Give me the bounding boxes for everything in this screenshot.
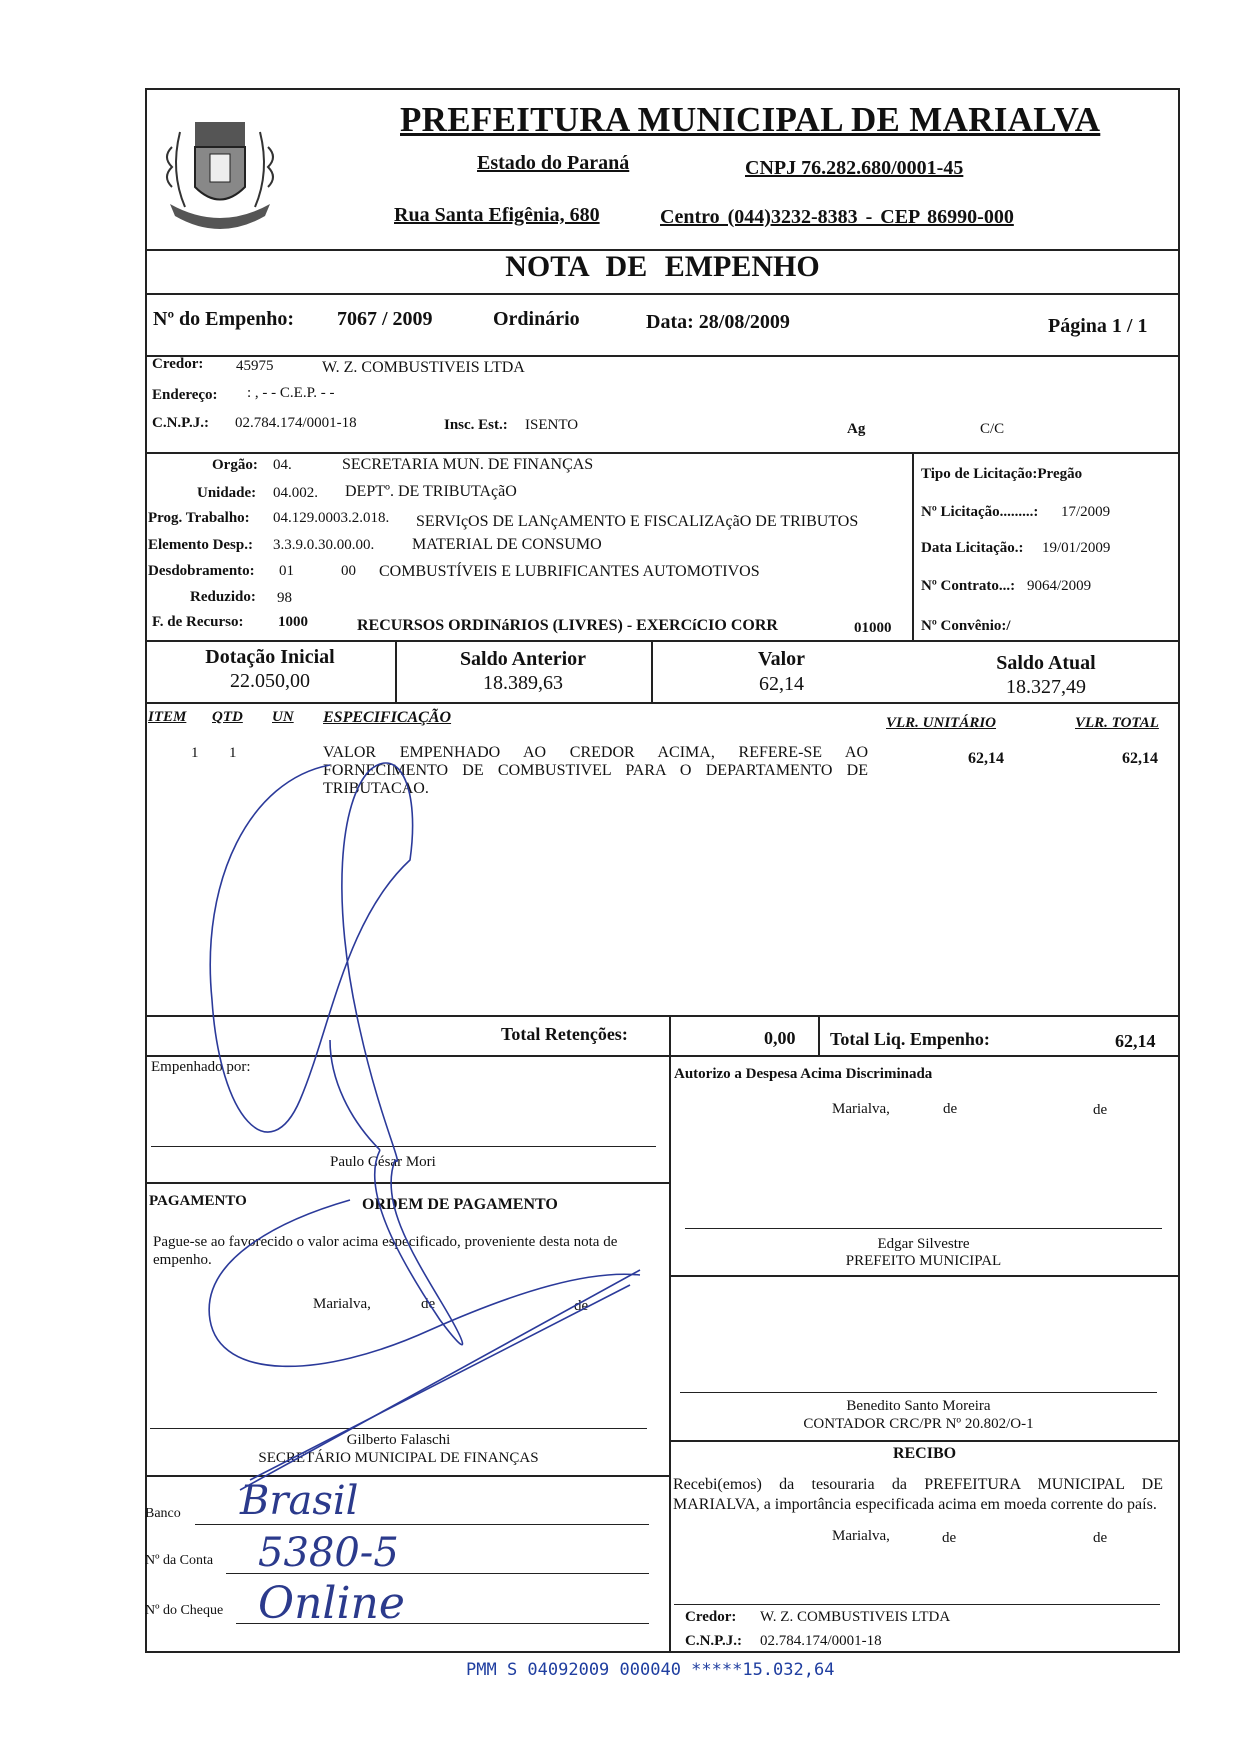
col-un: UN (272, 709, 294, 725)
secretario-cargo: SECRETÁRIO MUNICIPAL DE FINANÇAS (258, 1450, 539, 1466)
dotacao-label: Dotação Inicial (205, 646, 335, 668)
endereco-value: : , - - C.E.P. - - (247, 385, 335, 401)
licitacao-numero: 17/2009 (1061, 504, 1111, 520)
banco-handwritten: Brasil (240, 1478, 359, 1524)
empenho-data: Data: 28/08/2009 (646, 311, 790, 333)
empenho-numero: 7067 / 2009 (337, 308, 433, 330)
col-especificacao: ESPECIFICAÇÃO (323, 709, 452, 726)
conta-handwritten: 5380-5 (258, 1530, 399, 1576)
ordem-pagamento-label: ORDEM DE PAGAMENTO (362, 1196, 558, 1213)
desdobramento-b: 00 (341, 563, 356, 579)
licitacao-numero-label: Nº Licitação.........: (921, 504, 1039, 520)
col-valor-total: VLR. TOTAL (1075, 715, 1159, 731)
credor-cnpj: 02.784.174/0001-18 (235, 415, 357, 431)
recibo-cnpj: 02.784.174/0001-18 (760, 1633, 882, 1649)
header-state: Estado do Paraná (477, 152, 630, 174)
conta-label: Nº da Conta (145, 1553, 214, 1568)
retencoes-value: 0,00 (764, 1028, 796, 1048)
prog-code: 04.129.0003.2.018. (273, 510, 390, 526)
dotacao-value: 22.050,00 (230, 670, 310, 692)
banco-label: Banco (145, 1506, 181, 1521)
orgao-code: 04. (273, 457, 292, 473)
item-row-item: 1 (191, 745, 199, 761)
retencoes-label: Total Retenções: (501, 1024, 628, 1044)
cc-label: C/C (980, 421, 1005, 437)
credor-cnpj-label: C.N.P.J.: (152, 415, 209, 431)
header-cnpj: CNPJ 76.282.680/0001-45 (745, 157, 964, 179)
tipo-licitacao: Tipo de Licitação:Pregão (921, 466, 1083, 482)
pagamento-de-1: de (421, 1296, 436, 1312)
endereco-label: Endereço: (152, 387, 218, 403)
header-address: Rua Santa Efigênia, 680 (394, 204, 600, 226)
recibo-cnpj-label: C.N.P.J.: (685, 1633, 742, 1649)
recibo-de-1: de (942, 1530, 957, 1546)
item-row-valor-total: 62,14 (1122, 750, 1158, 767)
saldo-atual-value: 18.327,49 (1006, 676, 1086, 698)
recibo-title: RECIBO (892, 1445, 957, 1462)
item-row-especificacao: VALOR EMPENHADO AO CREDOR ACIMA, REFERE-SE AO FORNECIMENTO DE COMBUSTIVEL PARA O DEPARTAMENTO DE TRIBUTACAO. (323, 744, 868, 797)
doc-title: NOTA DE EMPENHO (505, 250, 820, 283)
reduzido-value: 98 (277, 590, 292, 606)
recibo-local: Marialva, (832, 1528, 890, 1544)
autorizo-local: Marialva, (832, 1101, 890, 1117)
insc-value: ISENTO (525, 417, 579, 433)
fonte-name: RECURSOS ORDINáRIOS (LIVRES) - EXERCíCIO CORR (357, 617, 778, 634)
prog-label: Prog. Trabalho: (148, 510, 250, 526)
prog-name: SERVIçOS DE LANçAMENTO E FISCALIZAçãO DE TRIBUTOS (416, 513, 859, 530)
unidade-name: DEPTº. DE TRIBUTAçãO (345, 483, 517, 500)
empenho-pagina: Página 1 / 1 (1048, 315, 1148, 337)
recibo-credor: W. Z. COMBUSTIVEIS LTDA (760, 1609, 951, 1625)
secretario-nome: Gilberto Falaschi (346, 1432, 451, 1448)
autorizo-label: Autorizo a Despesa Acima Discriminada (674, 1066, 933, 1082)
licitacao-data-label: Data Licitação.: (921, 540, 1024, 556)
prefeito-nome: Edgar Silvestre (877, 1236, 970, 1252)
saldo-anterior-value: 18.389,63 (483, 672, 563, 694)
desdobramento-label: Desdobramento: (148, 563, 255, 579)
unidade-code: 04.002. (273, 485, 318, 501)
unidade-label: Unidade: (197, 485, 257, 501)
col-item: ITEM (148, 709, 187, 725)
pagamento-de-2: de (574, 1298, 589, 1314)
recibo-de-2: de (1093, 1530, 1108, 1546)
total-liq-label: Total Liq. Empenho: (830, 1029, 990, 1049)
autorizo-de-2: de (1093, 1102, 1108, 1118)
reduzido-label: Reduzido: (190, 589, 256, 605)
item-row-qtd: 1 (229, 745, 237, 761)
pagamento-label: PAGAMENTO (149, 1193, 247, 1209)
recibo-texto: Recebi(emos) da tesouraria da PREFEITURA MUNICIPAL DE MARIALVA, a importância especificada acima em moeda corrente do país. (673, 1476, 1163, 1513)
elemento-code: 3.3.9.0.30.00.00. (273, 537, 375, 553)
saldo-atual-label: Saldo Atual (996, 652, 1096, 674)
empenhado-nome: Paulo César Mori (330, 1154, 436, 1170)
empenho-tipo: Ordinário (493, 308, 580, 330)
cheque-label: Nº do Cheque (145, 1603, 224, 1618)
total-liq-value: 62,14 (1115, 1031, 1156, 1051)
valor-value: 62,14 (759, 673, 804, 695)
fonte-code-2: 01000 (854, 620, 892, 636)
header-title: PREFEITURA MUNICIPAL DE MARIALVA (400, 100, 1101, 139)
saldo-anterior-label: Saldo Anterior (459, 648, 587, 670)
empenho-numero-label: Nº do Empenho: (153, 308, 295, 330)
contador-nome: Benedito Santo Moreira (846, 1398, 991, 1414)
cheque-handwritten: Online (258, 1578, 405, 1629)
convenio-label: Nº Convênio:/ (921, 618, 1011, 634)
valor-label: Valor (757, 648, 806, 670)
credor-nome: W. Z. COMBUSTIVEIS LTDA (322, 359, 525, 376)
elemento-name: MATERIAL DE CONSUMO (412, 536, 602, 553)
autorizo-de-1: de (943, 1101, 958, 1117)
footer-stamp: PMM S 04092009 000040 *****15.032,64 (466, 1660, 835, 1680)
orgao-name: SECRETARIA MUN. DE FINANÇAS (342, 456, 594, 473)
ag-label: Ag (847, 421, 866, 437)
col-valor-unitario: VLR. UNITÁRIO (886, 715, 997, 731)
pagamento-local: Marialva, (313, 1296, 371, 1312)
licitacao-data: 19/01/2009 (1042, 540, 1111, 556)
header-phone-cep: Centro (044)3232-8383 - CEP 86990-000 (660, 206, 1014, 228)
contrato-label: Nº Contrato...: (921, 578, 1016, 594)
contrato-value: 9064/2009 (1027, 578, 1092, 594)
empenhado-label: Empenhado por: (151, 1059, 251, 1075)
fonte-label: F. de Recurso: (152, 614, 244, 630)
credor-codigo: 45975 (236, 358, 274, 374)
recibo-credor-label: Credor: (685, 1609, 737, 1625)
prefeito-cargo: PREFEITO MUNICIPAL (845, 1253, 1002, 1269)
elemento-label: Elemento Desp.: (148, 537, 253, 553)
desdobramento-a: 01 (279, 563, 294, 579)
orgao-label: Orgão: (212, 457, 258, 473)
item-row-valor-unitario: 62,14 (968, 750, 1004, 767)
credor-label: Credor: (152, 356, 204, 372)
pagamento-texto: Pague-se ao favorecido o valor acima especificado, proveniente desta nota de empenho. (153, 1234, 618, 1268)
contador-cargo: CONTADOR CRC/PR Nº 20.802/O-1 (803, 1416, 1034, 1432)
col-qtd: QTD (212, 709, 243, 725)
insc-label: Insc. Est.: (444, 417, 508, 433)
desdobramento-name: COMBUSTÍVEIS E LUBRIFICANTES AUTOMOTIVOS (379, 563, 760, 580)
fonte-code: 1000 (278, 614, 308, 630)
